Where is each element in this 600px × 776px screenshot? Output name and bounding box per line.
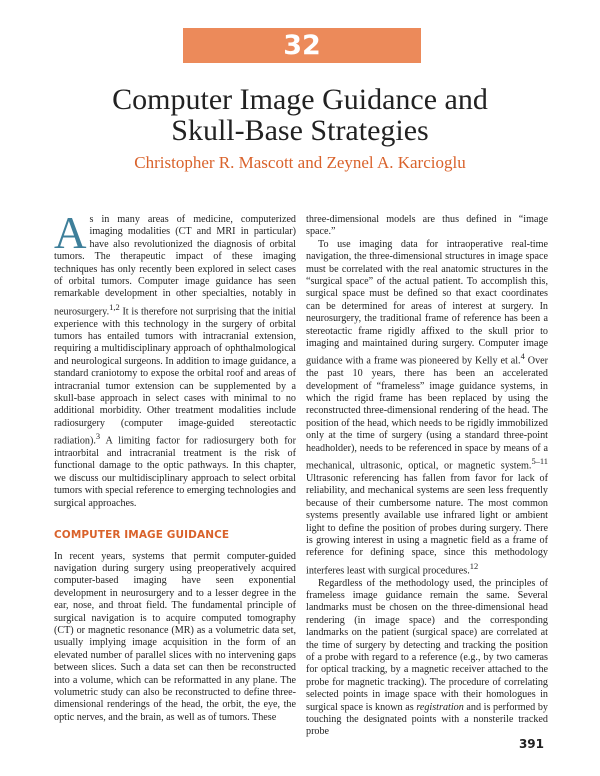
paragraph-text-b: Over the past 10 years, there has been an accelerated development of “frameless” image guidance systems, in which the rigid frame has been replaced by using the reconstructed three-dimensional rendering of the head. The position of the head, which needs to be rigidly immobilized only at the time of surgery (using a standard three-point headholder), needs to be referenced in space by means of a mechanical, ultrasonic, optical, or magnetic system. bbox=[306, 355, 548, 472]
intro-text-b: It is therefore not surprising that the initial experience with this technology in the surgery of orbital tumors has entailed tumors with intracranial extension, requiring a multidisciplinary approach of ophthalmological and neurological surgeons. In addition to image guidance, a standard craniotomy to expose the orbital roof and areas of intracranial tumor extension can be supplemented by a skull-base approach in select cases with minimal to no additional morbidity. Other treatment modalities include radiosurgery (computer image-guided stereotactic radiation). bbox=[54, 306, 296, 447]
right-column bbox=[306, 214, 548, 739]
intro-text-c: A limiting factor for radiosurgery both for intraorbital and intracranial treatment is the risk of functional damage to the optic pathways. In this chapter, we discuss our multidisciplinary approach to select orbital tumors with special reference to emerging technologies and surgical approaches. bbox=[54, 435, 296, 509]
intro-text-a: s in many areas of medicine, computerized imaging modalities (CT and MRI in particular) have also revolutionized the diagnosis of orbital tumors. The therapeutic impact of these imaging techniques has only recently been explored in select cases of orbital tumors. Computer image guidance has seen remarkable development in other specialties, notably in neurosurgery. bbox=[54, 214, 296, 318]
body-paragraph: In recent years, systems that permit computer-guided navigation during surgery using preoperatively acquired computer-based imaging have seen exponential development in neurosurgery and to a lesser degree in the ear, nose, and throat field. The fundamental principle of surgical navigation is to acquire computed tomography (CT) or magnetic resonance (MR) as a volumetric data set, usually implying image acquisition in the form of an elevated number of parallel slices with no intervening gaps between slices. Such a data set can then be reconstructed into a volume, which can be reformatted in any plane. The volumetric study can also be reconstructed to define three-dimensional renderings of the head, the orbit, the eye, the optic nerves, and the brain, as well as of tumors. These bbox=[54, 550, 296, 723]
citation: 5–11 bbox=[531, 456, 548, 467]
citation: 4 bbox=[520, 351, 525, 362]
body-paragraph bbox=[306, 239, 548, 578]
chapter-number: 32 bbox=[283, 30, 321, 61]
citation: 3 bbox=[95, 431, 101, 442]
paragraph-text-b: and is performed by touching the designated points with a nonsterile tracked probe bbox=[306, 701, 548, 738]
title-line-1: Computer Image Guidance and bbox=[112, 83, 488, 116]
section-heading: COMPUTER IMAGE GUIDANCE bbox=[54, 529, 230, 542]
chapter-authors: Christopher R. Mascott and Zeynel A. Karcioglu bbox=[134, 153, 466, 172]
body-paragraph bbox=[306, 578, 548, 739]
chapter-title bbox=[40, 84, 560, 146]
chapter-number-badge bbox=[183, 28, 421, 63]
paragraph-text-a: To use imaging data for intraoperative real-time navigation, the three-dimensional structures in image space must be correlated with the real anatomic structures in the “surgical space” of the actual patient. To accomplish this, surgical space must be defined so that exact coordinates can be determined for areas of interest at surgery. In neurosurgery, the traditional frame of reference has been a stereotactic frame rigidly affixed to the skull prior to imaging and maintained during surgery. Computer image guidance with a frame was pioneered by Kelly et al. bbox=[306, 238, 548, 367]
paragraph-text-a: Regardless of the methodology used, the principles of frameless image guidance remain the same. Several landmarks must be chosen on the three-dimensional head rendering (in image space) and the corresponding landmarks on the patient (surgical space) are correlated at the time of surgery by detecting and tracking the position of a probe with regard to a reference (e.g., by two cameras for optical tracking, by a magnetic receiver attached to the probe for magnetic tracking). The procedure of correlating selected points in image space with their homologues in surgical space is known as bbox=[306, 577, 548, 713]
emphasized-term: registration bbox=[416, 701, 464, 713]
left-column bbox=[54, 208, 296, 724]
intro-paragraph bbox=[54, 208, 296, 510]
continued-paragraph: three-dimensional models are thus defined in “image space.” bbox=[306, 214, 548, 238]
paragraph-text-c: Ultrasonic referencing has fallen from favor for lack of reliability, and mechanical systems are seen less frequently because of their cumbersome nature. The most common systems presently available use infrared light or ambient light to define the position of probes during surgery. There is growing interest in using a magnetic field as a frame of reference for defining space, since this methodology interferes least with surgical procedures. bbox=[306, 472, 548, 577]
title-line-2: Skull-Base Strategies bbox=[171, 114, 429, 147]
citation: 12 bbox=[469, 560, 479, 571]
drop-cap: A bbox=[54, 208, 87, 258]
page-number: 391 bbox=[518, 737, 544, 751]
citation: 1,2 bbox=[109, 301, 120, 312]
